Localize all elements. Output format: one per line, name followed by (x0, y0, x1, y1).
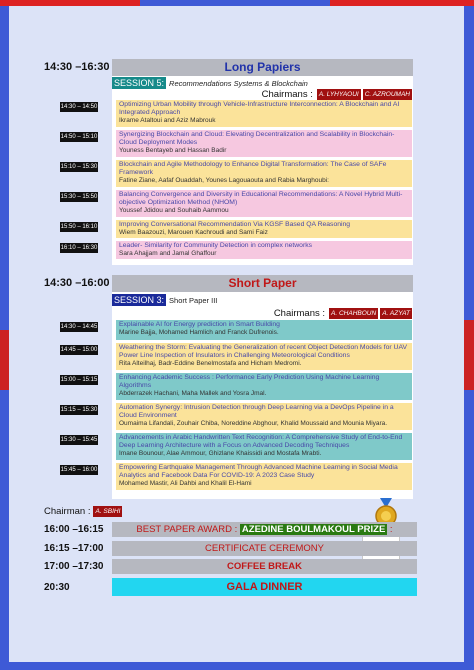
paper-title: Automation Synergy: Intrusion Detection through Deep Learning via a DevOps Pipeline in a Cloud Environment (119, 404, 394, 419)
row-time: 16:10 – 16:30 (60, 245, 98, 251)
row-time: 15:50 – 16:10 (60, 224, 98, 230)
chair-name: C. AZROUMAH (364, 91, 410, 98)
event-title: CERTIFICATE CEREMONY (112, 541, 417, 556)
paper-box (116, 241, 412, 259)
row-time: 15:30 – 15:50 (60, 194, 98, 200)
paper-authors: Youssef Jdidou and Souhaib Aammou (119, 207, 229, 214)
paper-box (116, 320, 412, 340)
event-title (112, 522, 417, 537)
session-badge: SESSION 3: (114, 295, 165, 305)
paper-title: Enhancing Academic Success : Performance Early Prediction Using Machine Learning Algorithms (119, 374, 380, 389)
chair-line (274, 308, 412, 319)
section-title: Long Papiers (112, 59, 413, 76)
award-prize-name: AZEDINE BOULMAKOUL PRIZE (241, 524, 386, 535)
paper-box (116, 190, 412, 217)
session-title: Recommendations Systems & Blockchain (169, 78, 308, 88)
paper-authors: Imane Bounour, Alae Ammour, Ghizlane Khaissidi and Mostafa Mrabti. (119, 450, 322, 457)
event-best-paper (44, 522, 417, 537)
paper-title: Leader- Similarity for Community Detection in complex networks (119, 242, 313, 249)
chairman-line (44, 506, 122, 517)
event-coffee-break (44, 559, 417, 574)
session-badge: SESSION 5: (114, 78, 165, 88)
event-time: 16:15 –17:00 (44, 543, 104, 554)
paper-box (116, 160, 412, 187)
chair-name: A. AZYAT (382, 310, 410, 317)
session-row (60, 343, 412, 370)
event-time: 16:00 –16:15 (44, 524, 104, 535)
row-time: 15:15 – 15:30 (60, 407, 98, 413)
session-row (60, 100, 412, 127)
paper-authors: Youness Bentayeb and Hassan Badir (119, 147, 227, 154)
session-row (60, 463, 412, 490)
section-time: 14:30 –16:30 (44, 61, 110, 73)
chairman-label: Chairman : (44, 506, 91, 517)
row-time: 15:30 – 15:45 (60, 437, 98, 443)
session-row (60, 130, 412, 157)
session-row (60, 160, 412, 187)
row-time: 14:30 – 14:50 (60, 104, 98, 110)
paper-authors: Mohamed Mastir, Ali Dahbi and Khalil El-Hami (119, 480, 252, 487)
paper-authors: Rita Alteilhaj, Badr-Eddine Benelmostafa and Hicham Medromi. (119, 360, 302, 367)
paper-authors: Oumaima Lifandali, Zouhair Chiba, Noreddine Abghour, Khalid Moussaid and Mounia Miyara. (119, 420, 388, 427)
paper-box (116, 343, 412, 370)
paper-box (116, 100, 412, 127)
short-paper-header (0, 274, 474, 292)
event-gala-dinner (44, 578, 417, 596)
session-row (60, 373, 412, 400)
paper-title: Synergizing Blockchain and Cloud: Elevating Decentralization and Scalability in Blockchain-Cloud Deployment Modes (119, 131, 395, 146)
session-row (60, 241, 412, 259)
row-time: 14:45 – 15:00 (60, 347, 98, 353)
chair-label: Chairmans : (261, 89, 313, 100)
row-time: 15:10 – 15:30 (60, 164, 98, 170)
paper-authors: Ikrame Ataltoui and Aziz Mabrouk (119, 117, 216, 124)
event-time: 17:00 –17:30 (44, 561, 104, 572)
event-title: COFFEE BREAK (112, 559, 417, 574)
paper-box (116, 373, 412, 400)
paper-title: Balancing Convergence and Diversity in Educational Recommendations: A Novel Hybrid Multi-objective Optimization Method (NHOM) (119, 191, 403, 206)
session-row (60, 220, 412, 238)
row-time: 14:30 – 14:45 (60, 324, 98, 330)
section-time: 14:30 –16:00 (44, 277, 110, 289)
award-suffix: : (387, 524, 393, 535)
session-line (112, 77, 308, 89)
chair-line (262, 89, 412, 100)
row-time: 15:00 – 15:15 (60, 377, 98, 383)
paper-title: Explainable AI for Energy prediction in Smart Building (119, 321, 280, 328)
session-line (112, 294, 217, 306)
paper-title: Advancements in Arabic Handwritten Text Recognition: A Comprehensive Study of End-to-End Deep Learning Architecture with a Focus on Advanced Decoding Techniques (119, 434, 403, 449)
chairman-name: A. SBIHI (95, 508, 121, 515)
paper-box (116, 403, 412, 430)
paper-authors: Wiem Baazouzi, Marouen Kachroudi and Sami Faiz (119, 229, 268, 236)
paper-box (116, 220, 412, 238)
paper-box (116, 463, 412, 490)
event-certificate (44, 541, 417, 556)
paper-box (116, 433, 412, 460)
event-time: 20:30 (44, 581, 70, 593)
paper-authors: Abderrazek Hachani, Maha Mallek and Yosra Jmal. (119, 390, 267, 397)
chair-name: A. CHAHBOUN (331, 310, 377, 317)
paper-authors: Sara Ahajjam and Jamal Ghaffour (119, 250, 217, 257)
session-row (60, 320, 412, 340)
long-papers-header (0, 58, 474, 76)
paper-authors: Marine Bajja, Mohamed Hamlich and Franck Dufrenois. (119, 329, 279, 336)
award-label: BEST PAPER AWARD : (136, 524, 240, 535)
paper-authors: Fatine Ziane, Aafaf Ouaddah, Younes Lagouaouta and Rabia Marghoubi: (119, 177, 329, 184)
decorative-bar (464, 320, 474, 390)
paper-title: Empowering Earthquake Management Through Advanced Machine Learning in Social Media Analytics and Facebook Data For COVID-19: A 2023 Case Study (119, 464, 398, 479)
event-title: GALA DINNER (112, 578, 417, 596)
decorative-bar (0, 330, 9, 390)
session-title: Short Paper III (169, 295, 218, 305)
row-time: 15:45 – 16:00 (60, 467, 98, 473)
row-time: 14:50 – 15:10 (60, 134, 98, 140)
paper-title: Blockchain and Agile Methodology to Enhance Digital Transformation: The Case of SAFe Framework (119, 161, 387, 176)
paper-title: Improving Conversational Recommendation Via KGSF Based QA Reasoning (119, 221, 351, 228)
section-title: Short Paper (112, 275, 413, 292)
chair-name: A. LYHYAOUI (318, 91, 359, 98)
paper-box (116, 130, 412, 157)
chair-label: Chairmans : (273, 308, 326, 319)
session-row (60, 403, 412, 430)
paper-title: Weathering the Storm: Evaluating the Generalization of recent Object Detection Models for UAV Power Line Inspection of Insulators in Challenging Meteorological Conditions (119, 344, 408, 359)
paper-title: Optimizing Urban Mobility through Vehicle-Infrastructure Interconnection: A Blockchain and AI Integrated Approach (119, 101, 400, 116)
session-row (60, 190, 412, 217)
session-row (60, 433, 412, 460)
